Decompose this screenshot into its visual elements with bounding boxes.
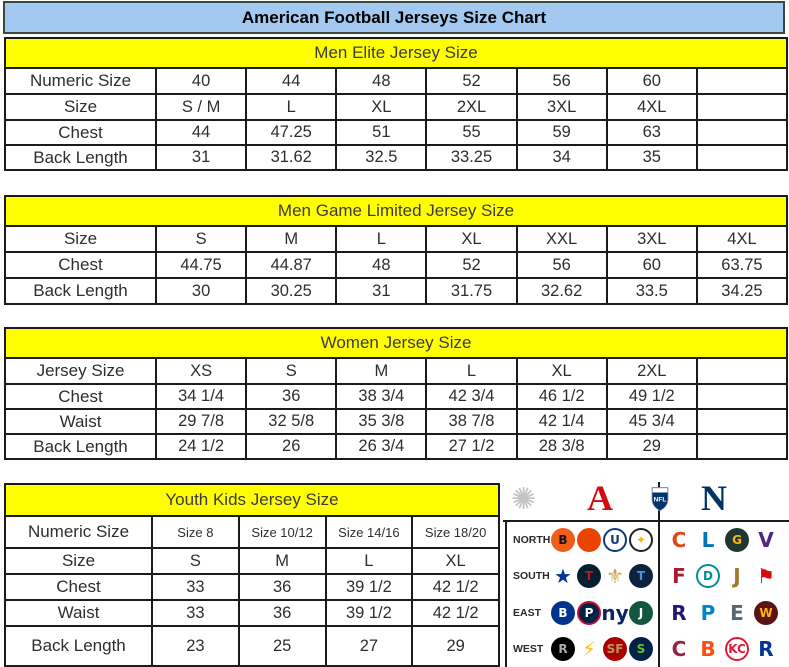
size-cell: 4XL [607,94,697,120]
size-cell: 24 1/2 [156,434,246,459]
size-cell: XL [517,358,607,384]
size-cell: 56 [517,68,607,94]
size-cell: 48 [336,68,426,94]
row-label: Numeric Size [5,68,156,94]
size-cell: 38 7/8 [426,409,516,434]
team-new-york-giants-logo-icon: ny [601,600,629,625]
row-label: Back Length [5,626,152,666]
team-washington-redskins-logo-icon: W [754,601,778,625]
size-cell: 33.25 [426,145,516,170]
row-label: Waist [5,600,152,626]
size-cell [697,94,787,120]
team-chicago-bears-logo-icon: C [671,528,687,553]
team-pittsburgh-steelers-logo-icon: ✦ [629,528,653,552]
size-cell: 4XL [697,226,787,252]
size-cell: 44 [246,68,336,94]
team-san-francisco-49ers-logo-icon: SF [603,637,627,661]
size-cell: 27 [326,626,413,666]
team-tennessee-titans-logo-icon: T [629,564,653,588]
size-cell [697,409,787,434]
size-cell: Size 8 [152,516,239,548]
size-cell: L [426,358,516,384]
size-cell: 59 [517,120,607,145]
size-cell: 31 [156,145,246,170]
nfl-shield-icon [649,486,671,514]
row-label: Back Length [5,278,156,304]
size-cell: 26 [246,434,336,459]
youth-kids-section-title: Youth Kids Jersey Size [5,484,499,516]
team-cleveland-browns-logo-icon [577,528,601,552]
size-cell: 3XL [517,94,607,120]
size-cell: S [246,358,336,384]
size-cell: 60 [607,252,697,278]
row-label: Jersey Size [5,358,156,384]
size-cell: 34.25 [697,278,787,304]
size-cell: 52 [426,68,516,94]
size-cell: 25 [239,626,326,666]
size-cell: 32 5/8 [246,409,336,434]
team-cincinnati-bengals-logo-icon: B [551,528,575,552]
size-cell: 29 [412,626,499,666]
row-label: Numeric Size [5,516,152,548]
size-cell: L [246,94,336,120]
division-rows [503,522,789,667]
row-label: Size [5,226,156,252]
team-indianapolis-colts-logo-icon: U [603,528,627,552]
size-cell: 33.5 [607,278,697,304]
size-cell: S [152,548,239,574]
team-buffalo-bills-logo-icon: B [551,601,575,625]
size-cell: 36 [246,384,336,409]
size-cell [697,434,787,459]
team-kansas-city-chiefs-logo-icon: KC [725,637,749,661]
team-houston-texans-logo-icon: T [577,564,601,588]
size-cell: 60 [607,68,697,94]
size-cell: 2XL [607,358,697,384]
size-cell: XL [412,548,499,574]
size-cell: Size 18/20 [412,516,499,548]
team-new-england-patriots-logo-icon: P [577,601,601,625]
size-cell [697,120,787,145]
row-label: Chest [5,252,156,278]
logo-panel-header [503,478,789,520]
team-atlanta-falcons-logo-icon: F [672,564,686,589]
women-section-title: Women Jersey Size [5,328,787,358]
row-label: Size [5,94,156,120]
size-cell: 42 3/4 [426,384,516,409]
size-cell: 30 [156,278,246,304]
nfc-team-logos [667,528,778,552]
row-label: Chest [5,120,156,145]
nfc-logo-icon: N [701,478,727,518]
size-cell: 27 1/2 [426,434,516,459]
size-cell: XS [156,358,246,384]
size-cell: 63.75 [697,252,787,278]
size-cell: 45 3/4 [607,409,697,434]
men-elite-size-table [4,37,788,171]
team-baltimore-ravens-logo-icon: R [671,600,687,625]
size-cell: 2XL [426,94,516,120]
row-label: Chest [5,384,156,409]
size-cell: 46 1/2 [517,384,607,409]
size-cell: 23 [152,626,239,666]
size-cell: 49 1/2 [607,384,697,409]
size-cell: 40 [156,68,246,94]
team-los-angeles-rams-logo-icon: R [758,636,774,661]
division-row-north [503,522,789,558]
size-cell: XXL [517,226,607,252]
size-cell [697,384,787,409]
size-cell: 32.62 [517,278,607,304]
size-cell [697,68,787,94]
men-game-limited-size-table [4,195,788,305]
size-cell [697,145,787,170]
women-size-table [4,327,788,460]
division-label: WEST [513,642,544,655]
afc-team-logos [551,637,653,661]
division-row-east [503,595,789,631]
division-row-west [503,631,789,667]
division-label: NORTH [513,534,551,547]
size-cell: 44.87 [246,252,336,278]
size-cell: 29 7/8 [156,409,246,434]
size-cell: 38 3/4 [336,384,426,409]
men-game-limited-section-title: Men Game Limited Jersey Size [5,196,787,226]
size-cell: 35 [607,145,697,170]
size-cell: 42 1/4 [517,409,607,434]
nfc-team-logos [667,601,778,625]
size-cell: 33 [152,574,239,600]
size-cell: 39 1/2 [326,600,413,626]
afc-team-logos [551,564,653,588]
size-cell: 39 1/2 [326,574,413,600]
size-cell: Size 14/16 [326,516,413,548]
team-seattle-seahawks-logo-icon: S [629,637,653,661]
size-cell: 28 3/8 [517,434,607,459]
size-cell: 34 [517,145,607,170]
size-cell: 31.75 [426,278,516,304]
size-cell: 30.25 [246,278,336,304]
afc-team-logos [551,601,653,625]
size-cell: 26 3/4 [336,434,426,459]
size-cell: XL [336,94,426,120]
row-label: Back Length [5,145,156,170]
size-cell: S / M [156,94,246,120]
size-cell: L [326,548,413,574]
men-elite-section-title: Men Elite Jersey Size [5,38,787,68]
youth-kids-size-table [4,483,500,667]
size-cell: M [239,548,326,574]
team-jacksonville-jaguars-logo-icon: J [733,564,741,589]
team-new-york-jets-logo-icon: J [629,601,653,625]
size-cell: L [336,226,426,252]
page-title: American Football Jerseys Size Chart [3,1,785,34]
size-cell: XL [426,226,516,252]
size-cell: 3XL [607,226,697,252]
size-cell: 36 [239,600,326,626]
division-row-south [503,558,789,594]
size-cell: 32.5 [336,145,426,170]
svg-text:NFL: NFL [653,496,667,504]
afc-team-logos [551,528,653,552]
size-cell: 52 [426,252,516,278]
size-cell: 36 [239,574,326,600]
team-minnesota-vikings-logo-icon: V [758,528,774,553]
size-cell: 51 [336,120,426,145]
size-cell: 35 3/8 [336,409,426,434]
starburst-icon: ✺ [511,482,537,517]
row-label: Back Length [5,434,156,459]
size-cell: 63 [607,120,697,145]
team-oakland-raiders-logo-icon: R [551,637,575,661]
size-cell: 44.75 [156,252,246,278]
team-arizona-cardinals-logo-icon: C [671,636,687,661]
size-cell: 44 [156,120,246,145]
team-new-orleans-saints-logo-icon: ⚜ [606,564,624,589]
division-label: SOUTH [513,570,550,583]
size-cell [697,358,787,384]
afc-logo-icon: A [587,478,613,518]
size-cell: 31.62 [246,145,336,170]
size-cell: 42 1/2 [412,574,499,600]
size-cell: 48 [336,252,426,278]
size-cell: 55 [426,120,516,145]
size-cell: 34 1/4 [156,384,246,409]
team-denver-broncos-logo-icon: B [700,636,716,661]
team-green-bay-packers-logo-icon: G [725,528,749,552]
team-detroit-lions-logo-icon: L [701,528,715,553]
team-dallas-cowboys-logo-icon: ★ [554,564,572,589]
nfl-logo-panel [503,478,789,667]
team-miami-dolphins-logo-icon: D [696,564,720,588]
row-label: Chest [5,574,152,600]
team-tampa-bay-buccaneers-logo-icon: ⚑ [757,564,775,589]
division-label: EAST [513,606,542,619]
size-cell: M [336,358,426,384]
size-cell: 47.25 [246,120,336,145]
size-cell: M [246,226,336,252]
size-cell: 33 [152,600,239,626]
size-cell: Size 10/12 [239,516,326,548]
team-san-diego-chargers-logo-icon: ⚡ [581,636,597,661]
size-cell: 29 [607,434,697,459]
nfc-team-logos [667,564,778,588]
size-cell: 42 1/2 [412,600,499,626]
size-cell: 56 [517,252,607,278]
size-cell: 31 [336,278,426,304]
nfc-team-logos [667,637,778,661]
team-carolina-panthers-logo-icon: P [700,600,716,625]
row-label: Waist [5,409,156,434]
row-label: Size [5,548,152,574]
size-cell: S [156,226,246,252]
team-philadelphia-eagles-logo-icon: E [730,600,744,625]
